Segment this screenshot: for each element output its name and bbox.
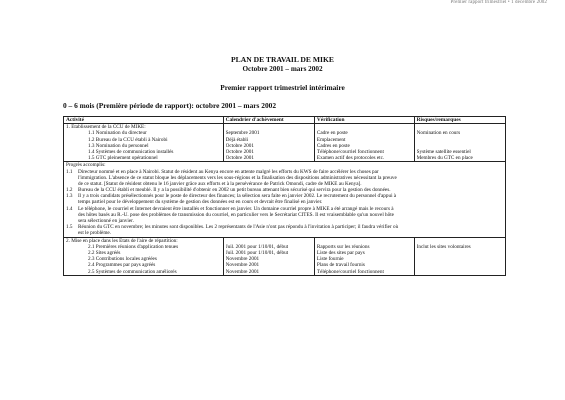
activity-cell: 2.4 Programmes par pays agréés [88, 262, 156, 269]
activity-cell: 1.2 Bureau de la CCU établi à Nairobi [88, 136, 168, 143]
progress-item [66, 224, 503, 236]
progress-number: 1.5 [66, 224, 73, 231]
activity-cell: 1.5 GTC pleinement opérationnel [88, 155, 158, 162]
calendar-cell: Octobre 2001 [225, 142, 254, 149]
verification-cell: Liste fournie [316, 256, 344, 263]
calendar-cell: Déjà établi [225, 136, 249, 143]
risks-cell: Système satellite essentiel [416, 148, 471, 155]
progress-number: 1.4 [66, 205, 73, 212]
block2-heading: 2. Mise en place dans les Etats de l'aire de répartition: [66, 237, 178, 244]
calendar-cell: Octobre 2001 [225, 148, 254, 155]
section-title: 0 – 6 mois (Première période de rapport): octobre 2001 – mars 2002 [63, 101, 277, 110]
table-header-row [64, 117, 506, 124]
risks-cell: Membres du GTC en place [416, 155, 473, 162]
progress-number: 1.3 [66, 193, 73, 200]
verification-cell: Téléphone/courriel fonctionnent [316, 148, 384, 155]
calendar-cell: Novembre 2001 [225, 256, 260, 263]
progress-text: Le téléphone, le courriel et Internet devraient être installés et fonctionner en janvier. Un domaine courriel propre à MIKE a été arrangé mais le recours à [78, 205, 394, 212]
verification-cell: Examen actif des protocoles etc. [316, 155, 385, 162]
header-activity: Activité [64, 117, 224, 124]
calendar-cell: Novembre 2001 [225, 268, 260, 275]
progress-text: sera sélectionné en janvier. [78, 218, 134, 225]
progress-text: Il y a trois candidats présélectionnés pour le poste de directeur des finances; la sélection sera faite en janvier 2002. Le recrutement du personnel d'appui à [78, 193, 397, 200]
risks-cell: Inclut les sites volontaires [416, 243, 471, 250]
calendar-cell: Juil. 2001 pour 1/10/01, début [225, 249, 289, 256]
progress-text: de ce statut. [Statut de résident obtenu le 16 janvier grâce aux efforts et à la persévérance de Patrick Omondi, cadre de MIKE au Kenya]. [78, 180, 362, 187]
progress-text: Directeur nommé et en place à Nairobi. Statut de résident au Kenya encore en attente malgré les efforts du KWS de faire accélérer les choses par [78, 168, 379, 175]
risks-cell: Nomination en cours [416, 130, 461, 137]
verification-cell: Rapports sur les réunions [316, 243, 370, 250]
verification-cell: Téléphone/courriel fonctionnent [316, 268, 384, 275]
progress-item [66, 206, 503, 225]
progress-item [66, 169, 503, 188]
header-verification: Vérification [314, 117, 414, 124]
document-subtitle: Octobre 2001 – mars 2002 [242, 65, 323, 73]
calendar-cell: Septembre 2001 [225, 130, 260, 137]
header-calendar: Calendrier d'achèvement [223, 117, 314, 124]
report-title: Premier rapport trimestriel intérimaire [220, 83, 345, 92]
calendar-cell: Octobre 2001 [225, 155, 254, 162]
progress-text: des hôtes basés au R.-U. pose des problèmes de transmission du courriel, en particulier vers le Secrétariat CITES. Il est vraisemblable qu'un nouvel hôte [78, 211, 394, 218]
activity-cell: 1.1 Nomination du directeur [88, 130, 147, 137]
page-header: Premier rapport trimestriel • 1 décembre 2002 [450, 0, 547, 5]
progress-number: 1.2 [66, 187, 73, 194]
header-risks: Risques/remarques [414, 117, 505, 124]
work-plan-table [63, 116, 506, 276]
progress-row [64, 162, 506, 237]
verification-cell: Cadres en poste [316, 142, 350, 149]
verification-cell: Cadre en poste [316, 130, 348, 137]
progress-number: 1.1 [66, 168, 73, 175]
progress-text: est le problème. [78, 230, 111, 237]
table-row-block2 [64, 237, 506, 275]
activity-cell: 1.3 Nomination du personnel [88, 142, 149, 149]
calendar-cell: Novembre 2001 [225, 262, 260, 269]
calendar-cell: Juil. 2001 pour 1/10/01, début [225, 243, 289, 250]
progress-text: Réunion du GTC en novembre; les minutes sont disponibles. Les 2 représentants de l'Asie n'ont pas répondu à l'invitation à participer; il faudra vérifier où [78, 224, 399, 231]
progress-text: Bureau de la CCU établi et meublé. Il y a la possibilité d'obtenir en 2002 un petit bureau attenant bien sécurisé qui servira pour la gestion des données. [78, 187, 391, 194]
activity-cell: 2.2 Sites agréés [88, 249, 121, 256]
progress-item [66, 193, 503, 205]
table-row-block1 [64, 124, 506, 162]
activity-cell: 2.1 Premières réunions d'application tenues [88, 243, 179, 250]
activity-cell: 2.5 Systèmes de communication améliorés [88, 268, 177, 275]
block1-heading: 1. Etablissement de la CCU de MIKE: [66, 124, 146, 131]
risks-cell [417, 269, 503, 275]
verification-cell: Liste des sites par pays [316, 249, 365, 256]
progress-heading: Progrès accomplis: [66, 162, 106, 169]
verification-cell: Emplacement [316, 136, 346, 143]
progress-text: l'immigration. L'absence de ce statut bloque les déplacements vers les sous-régions et la finalisation des dispositions administratives nécessitant la preuve [78, 174, 397, 181]
document-title: PLAN DE TRAVAIL DE MIKE [231, 55, 334, 64]
verification-cell: Plans de travail fournis [316, 262, 365, 269]
activity-cell: 1.4 Systèmes de communication installés [88, 148, 174, 155]
activity-cell: 2.3 Contributions locales agréées [88, 256, 157, 263]
progress-text: temps partiel pour le développement du système de gestion des données est en cours et devrait être finalisé en janvier. [78, 199, 323, 206]
